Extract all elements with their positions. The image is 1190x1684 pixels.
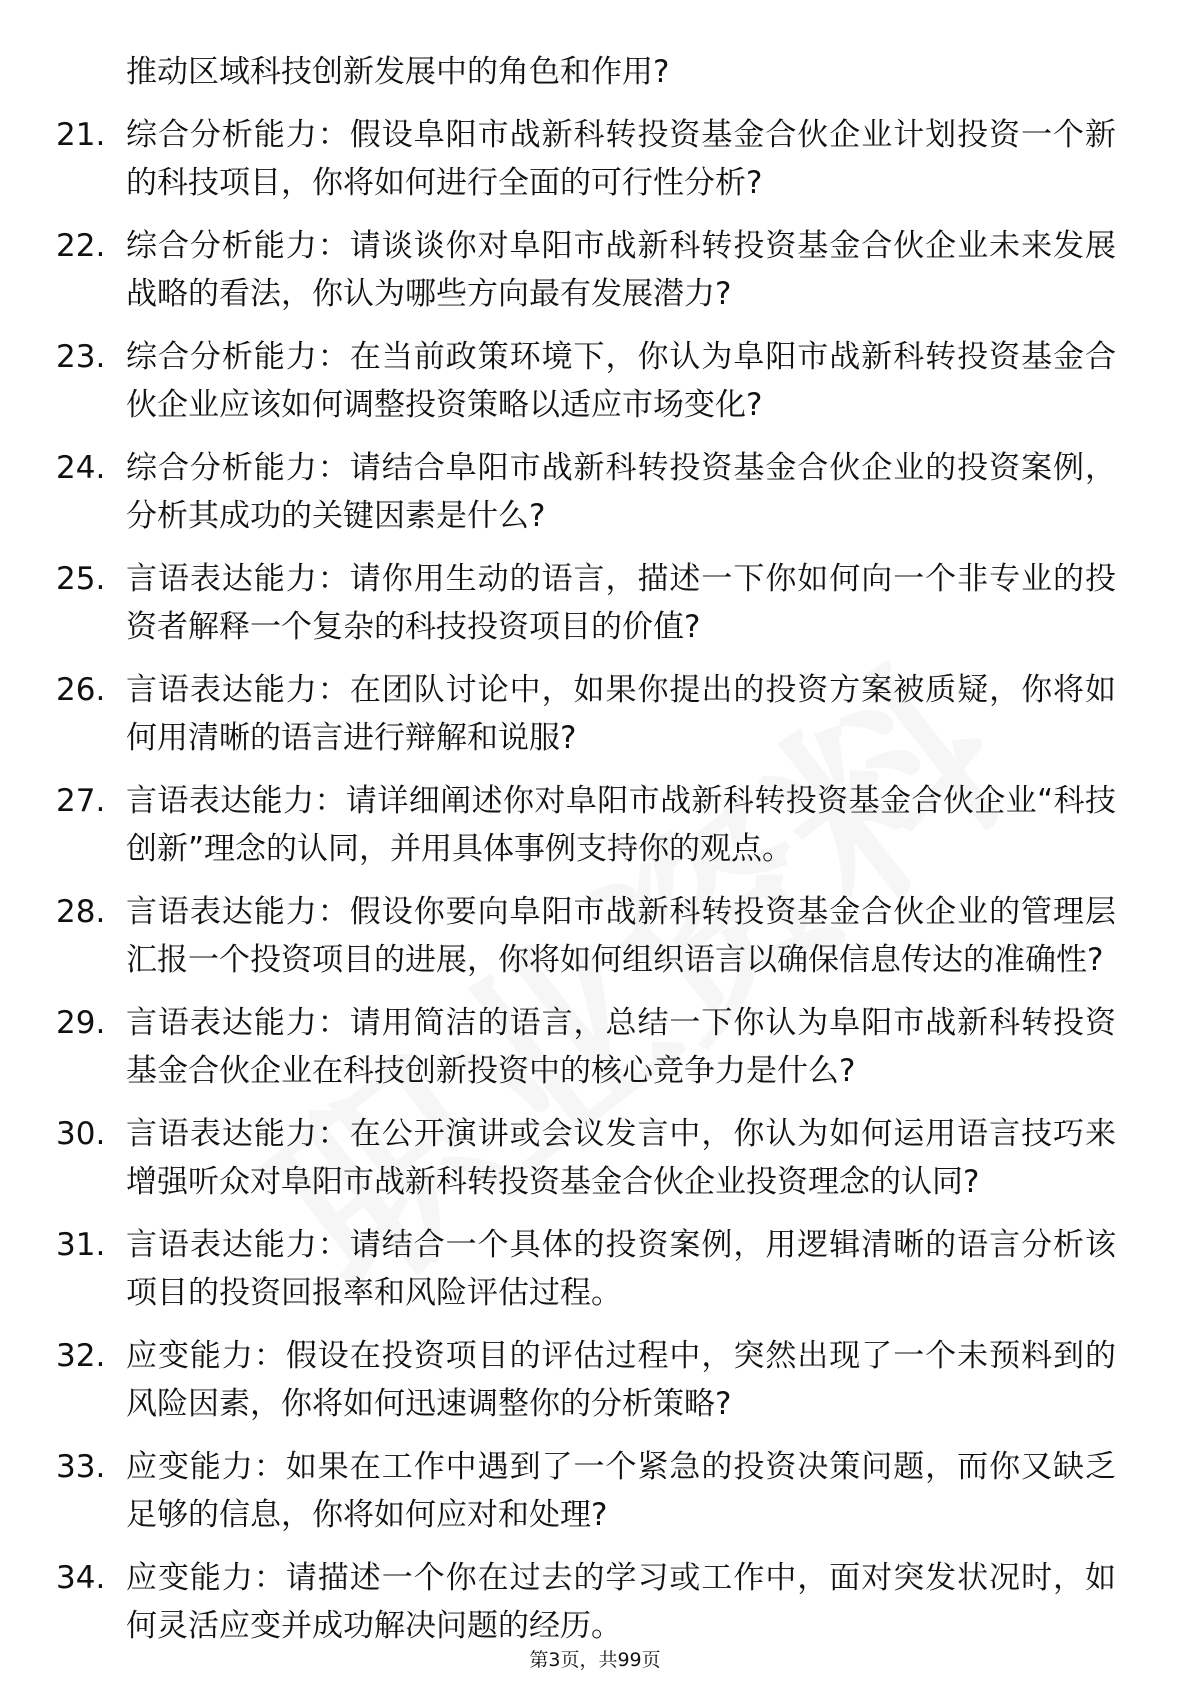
question-number: 31. <box>56 1227 106 1263</box>
question-item <box>0 666 1190 762</box>
question-item <box>0 888 1190 984</box>
question-number: 25. <box>56 561 106 597</box>
question-item <box>0 111 1190 207</box>
page-footer: 第3页，共99页 <box>529 1649 661 1671</box>
question-item <box>0 1110 1190 1206</box>
question-item <box>0 777 1190 873</box>
question-item <box>0 1221 1190 1317</box>
question-text: 应变能力：如果在工作中遇到了一个紧急的投资决策问题，而你又缺乏足够的信息，你将如何应对和处理? <box>126 1449 1116 1533</box>
question-number: 33. <box>56 1449 106 1485</box>
question-number: 32. <box>56 1338 106 1374</box>
question-text: 综合分析能力：请谈谈你对阜阳市战新科转投资基金合伙企业未来发展战略的看法，你认为哪些方向最有发展潜力? <box>126 228 1116 312</box>
question-number: 26. <box>56 672 106 708</box>
question-item <box>0 1554 1190 1650</box>
question-text: 言语表达能力：在团队讨论中，如果你提出的投资方案被质疑，你将如何用清晰的语言进行辩解和说服? <box>126 672 1116 756</box>
question-text: 言语表达能力：请用简洁的语言，总结一下你认为阜阳市战新科转投资基金合伙企业在科技创新投资中的核心竞争力是什么? <box>126 1005 1116 1089</box>
question-text: 言语表达能力：请结合一个具体的投资案例，用逻辑清晰的语言分析该项目的投资回报率和风险评估过程。 <box>126 1227 1116 1311</box>
question-number: 30. <box>56 1116 106 1152</box>
question-text: 言语表达能力：请详细阐述你对阜阳市战新科转投资基金合伙企业“科技创新”理念的认同，并用具体事例支持你的观点。 <box>126 783 1116 867</box>
question-number: 34. <box>56 1560 106 1596</box>
question-number: 21. <box>56 117 106 153</box>
question-text: 综合分析能力：假设阜阳市战新科转投资基金合伙企业计划投资一个新的科技项目，你将如何进行全面的可行性分析? <box>126 117 1116 201</box>
question-text: 应变能力：请描述一个你在过去的学习或工作中，面对突发状况时，如何灵活应变并成功解决问题的经历。 <box>126 1560 1116 1644</box>
question-item <box>0 333 1190 429</box>
question-text: 应变能力：假设在投资项目的评估过程中，突然出现了一个未预料到的风险因素，你将如何迅速调整你的分析策略? <box>126 1338 1116 1422</box>
question-list <box>0 111 1190 1665</box>
question-item <box>0 999 1190 1095</box>
continued-question-text: 推动区域科技创新发展中的角色和作用? <box>126 54 670 90</box>
question-text: 言语表达能力：请你用生动的语言，描述一下你如何向一个非专业的投资者解释一个复杂的科技投资项目的价值? <box>126 561 1116 645</box>
question-item <box>0 1332 1190 1428</box>
question-item <box>0 555 1190 651</box>
question-number: 29. <box>56 1005 106 1041</box>
question-text: 综合分析能力：在当前政策环境下，你认为阜阳市战新科转投资基金合伙企业应该如何调整投资策略以适应市场变化? <box>126 339 1116 423</box>
question-text: 言语表达能力：假设你要向阜阳市战新科转投资基金合伙企业的管理层汇报一个投资项目的进展，你将如何组织语言以确保信息传达的准确性? <box>126 894 1116 978</box>
question-item <box>0 1443 1190 1539</box>
question-number: 23. <box>56 339 106 375</box>
question-number: 27. <box>56 783 106 819</box>
question-number: 28. <box>56 894 106 930</box>
question-item <box>0 444 1190 540</box>
question-number: 22. <box>56 228 106 264</box>
question-number: 24. <box>56 450 106 486</box>
question-item <box>0 222 1190 318</box>
question-text: 综合分析能力：请结合阜阳市战新科转投资基金合伙企业的投资案例，分析其成功的关键因素是什么? <box>126 450 1116 534</box>
question-text: 言语表达能力：在公开演讲或会议发言中，你认为如何运用语言技巧来增强听众对阜阳市战新科转投资基金合伙企业投资理念的认同? <box>126 1116 1116 1200</box>
